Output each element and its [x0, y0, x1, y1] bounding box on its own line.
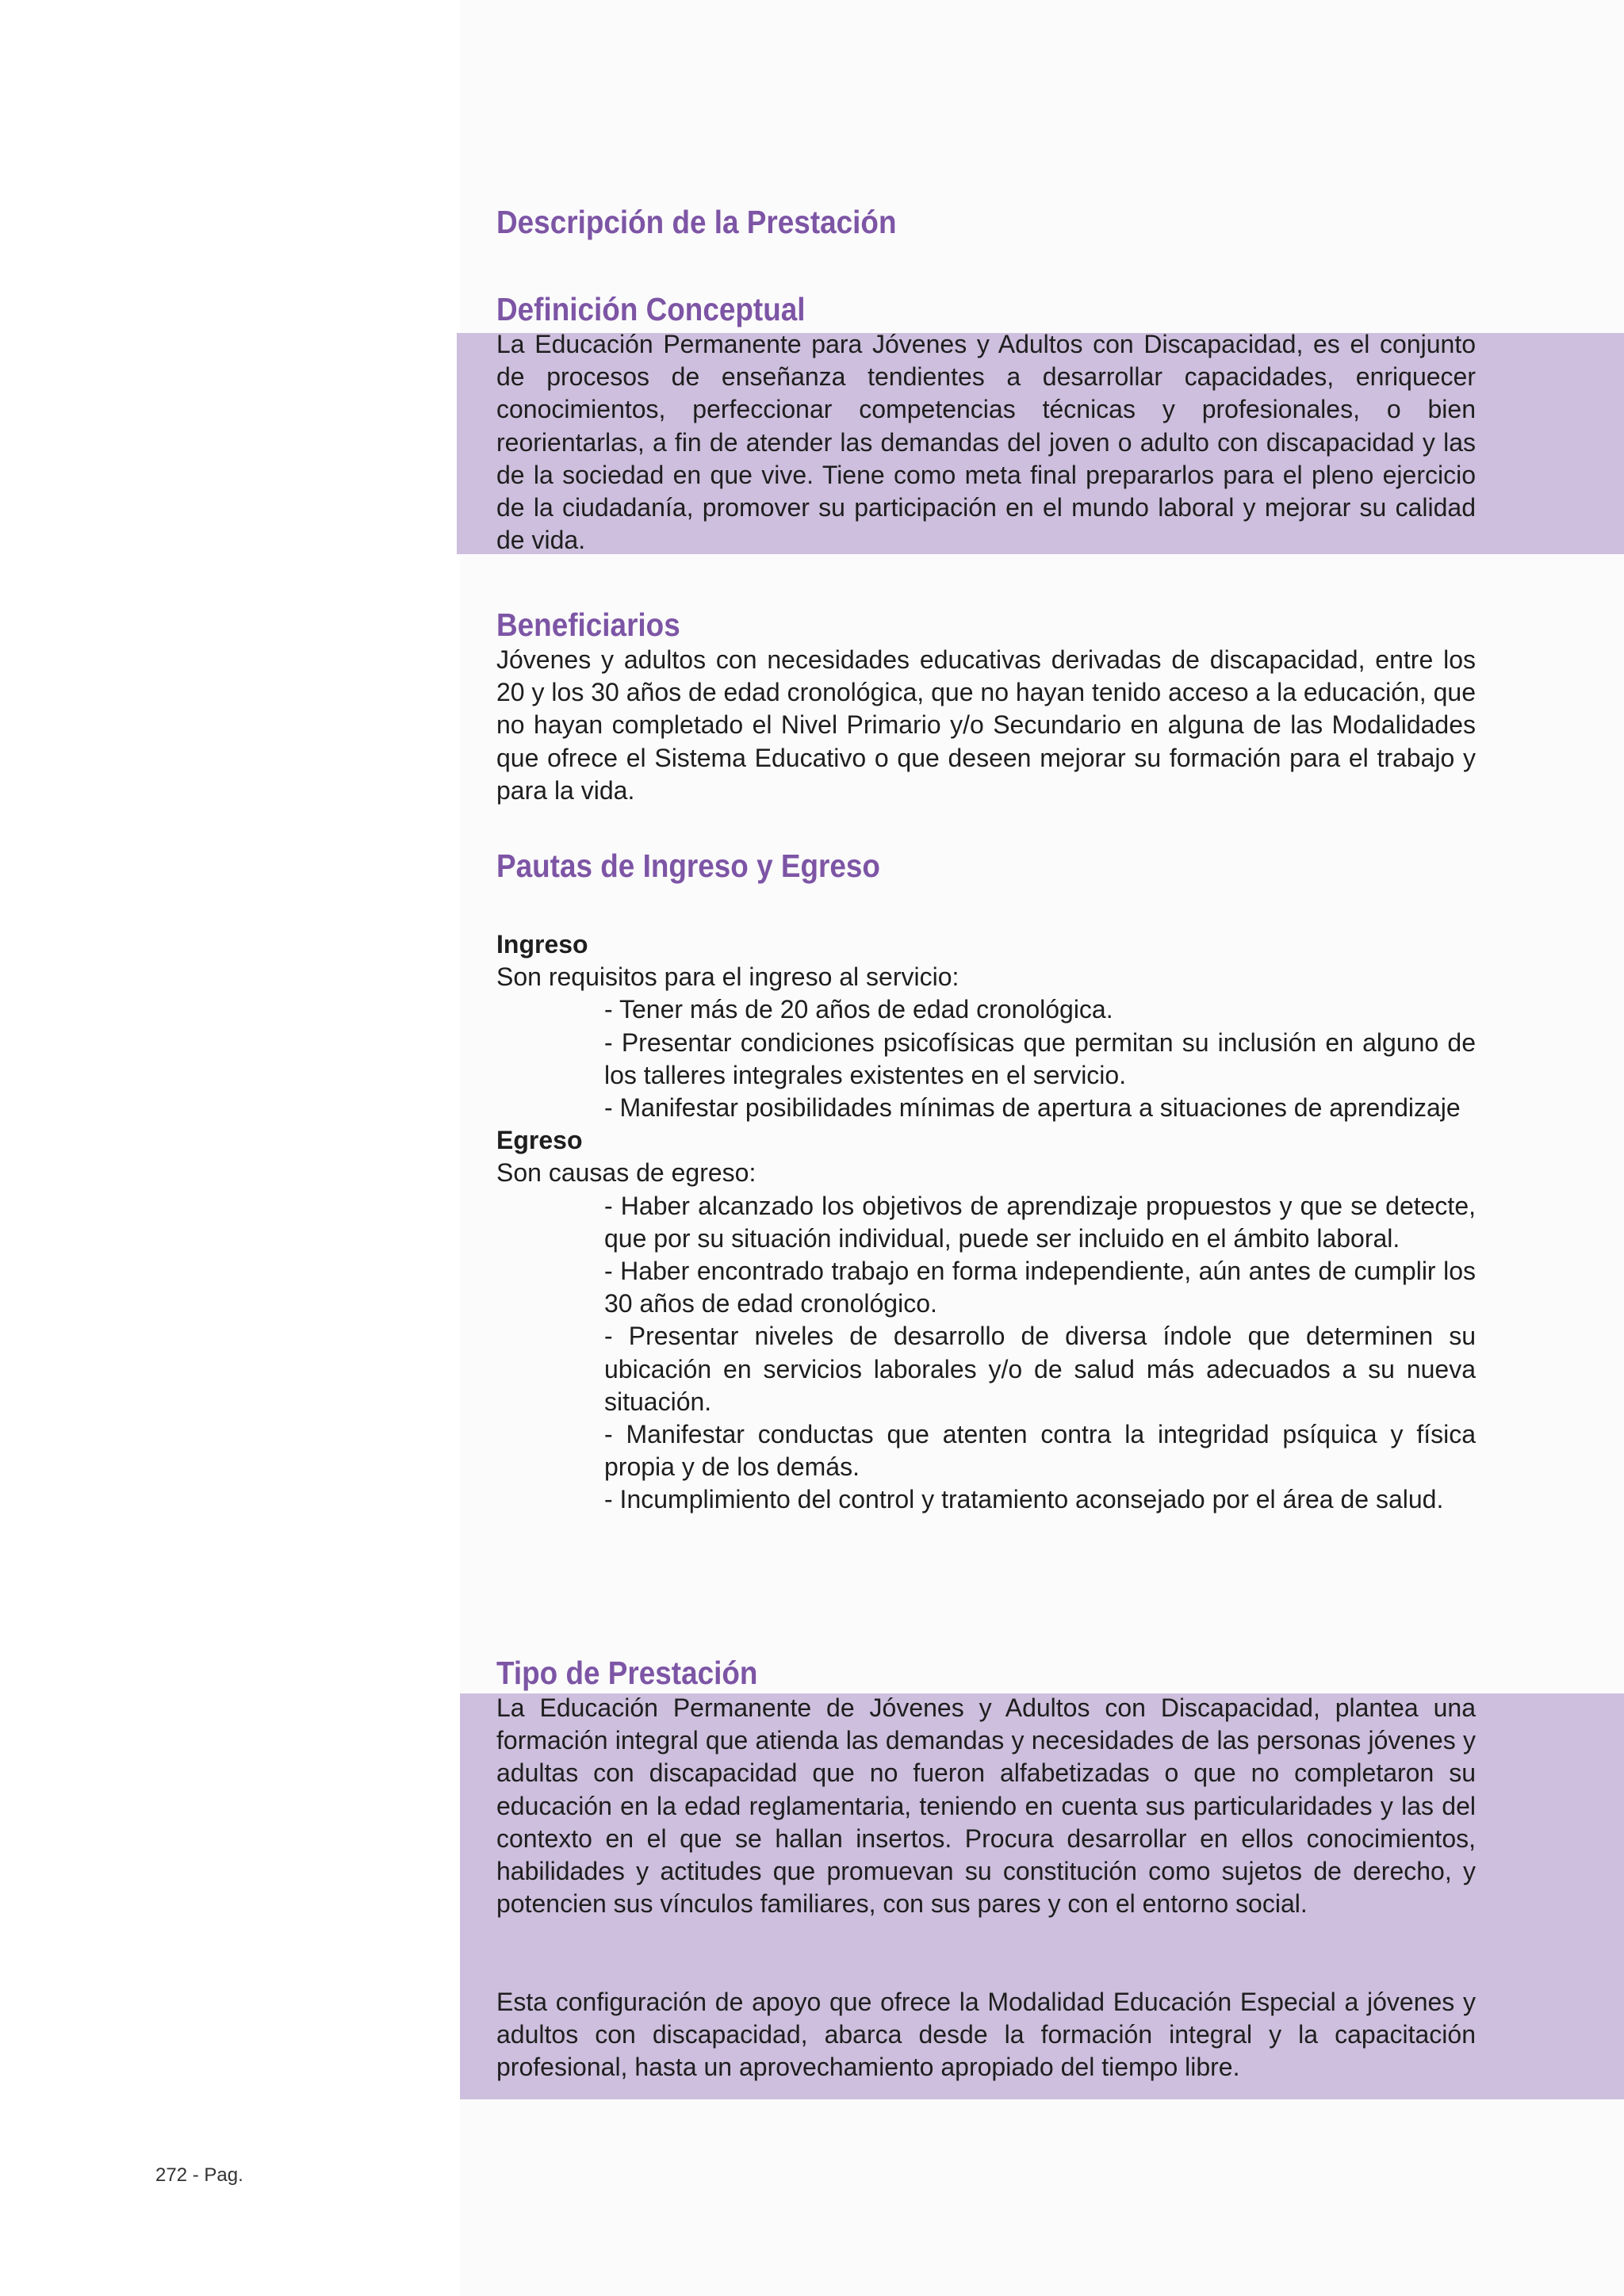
ingreso-list — [496, 993, 1476, 1124]
egreso-title: Egreso — [496, 1126, 583, 1155]
definicion-text: La Educación Permanente para Jóvenes y Adultos con Discapacidad, es el conjunto de procesos de enseñanza tendientes a desarrollar capacidades, enriquecer conocimientos, perfeccionar competencias técnicas y profesionales, o bien reorientarlas, a fin de atender las demandas del joven o adulto con discapacidad y las de la sociedad en que vive. Tiene como meta final prepararlos para el pleno ejercicio de la ciudadanía, promover su participación en el mundo laboral y mejorar su calidad de vida. — [496, 330, 1476, 555]
list-item: - Haber encontrado trabajo en forma independiente, aún antes de cumplir los 30 años de edad cronológico. — [604, 1257, 1476, 1318]
page-number: 272 - Pag. — [155, 2164, 243, 2186]
tipo-heading: Tipo de Prestación — [496, 1655, 758, 1691]
egreso-intro: Son causas de egreso: — [496, 1158, 756, 1188]
pautas-content — [496, 928, 1476, 1517]
ingreso-intro: Son requisitos para el ingreso al servicio: — [496, 962, 959, 992]
pautas-heading: Pautas de Ingreso y Egreso — [496, 848, 880, 884]
list-item: - Manifestar conductas que atenten contra la integridad psíquica y física propia y de los demás. — [604, 1420, 1476, 1482]
list-item: - Incumplimiento del control y tratamiento aconsejado por el área de salud. — [604, 1485, 1444, 1514]
definicion-heading: Definición Conceptual — [496, 291, 806, 327]
beneficiarios-text: Jóvenes y adultos con necesidades educativas derivadas de discapacidad, entre los 20 y los 30 años de edad cronológica, que no hayan tenido acceso a la educación, que no hayan completado el Nivel Primario y/o Secundario en alguna de las Modalidades que ofrece el Sistema Educativo o que deseen mejorar su formación para el trabajo y para la vida. — [496, 645, 1476, 805]
tipo-text-1: La Educación Permanente de Jóvenes y Adultos con Discapacidad, plantea una formación integral que atienda las demandas y necesidades de las personas jóvenes y adultas con discapacidad que no fueron alfabetizadas o que no completaron su educación en la edad reglamentaria, teniendo en cuenta sus particularidades y las del contexto en el que se hallan insertos. Procura desarrollar en ellos conocimientos, habilidades y actitudes que promuevan su constitución como sujetos de derecho, y potencien sus vínculos familiares, con sus pares y con el entorno social. — [496, 1693, 1476, 1919]
ingreso-title: Ingreso — [496, 930, 588, 959]
page-title: Descripción de la Prestación — [496, 204, 897, 240]
egreso-list — [496, 1190, 1476, 1517]
beneficiarios-heading: Beneficiarios — [496, 607, 680, 643]
list-item: - Presentar condiciones psicofísicas que permitan su inclusión en alguno de los talleres integrales existentes en el servicio. — [604, 1027, 1476, 1089]
list-item: - Manifestar posibilidades mínimas de apertura a situaciones de aprendizaje — [604, 1093, 1461, 1123]
list-item: - Haber alcanzado los objetivos de aprendizaje propuestos y que se detecte, que por su situación individual, puede ser incluido en el ámbito laboral. — [604, 1191, 1476, 1253]
list-item: - Presentar niveles de desarrollo de diversa índole que determinen su ubicación en servicios laborales y/o de salud más adecuados a su nueva situación. — [604, 1322, 1476, 1416]
tipo-text-2: Esta configuración de apoyo que ofrece la Modalidad Educación Especial a jóvenes y adultos con discapacidad, abarca desde la formación integral y la capacitación profesional, hasta un aprovechamiento apropiado del tiempo libre. — [496, 1988, 1476, 2082]
list-item: - Tener más de 20 años de edad cronológica. — [604, 995, 1113, 1024]
